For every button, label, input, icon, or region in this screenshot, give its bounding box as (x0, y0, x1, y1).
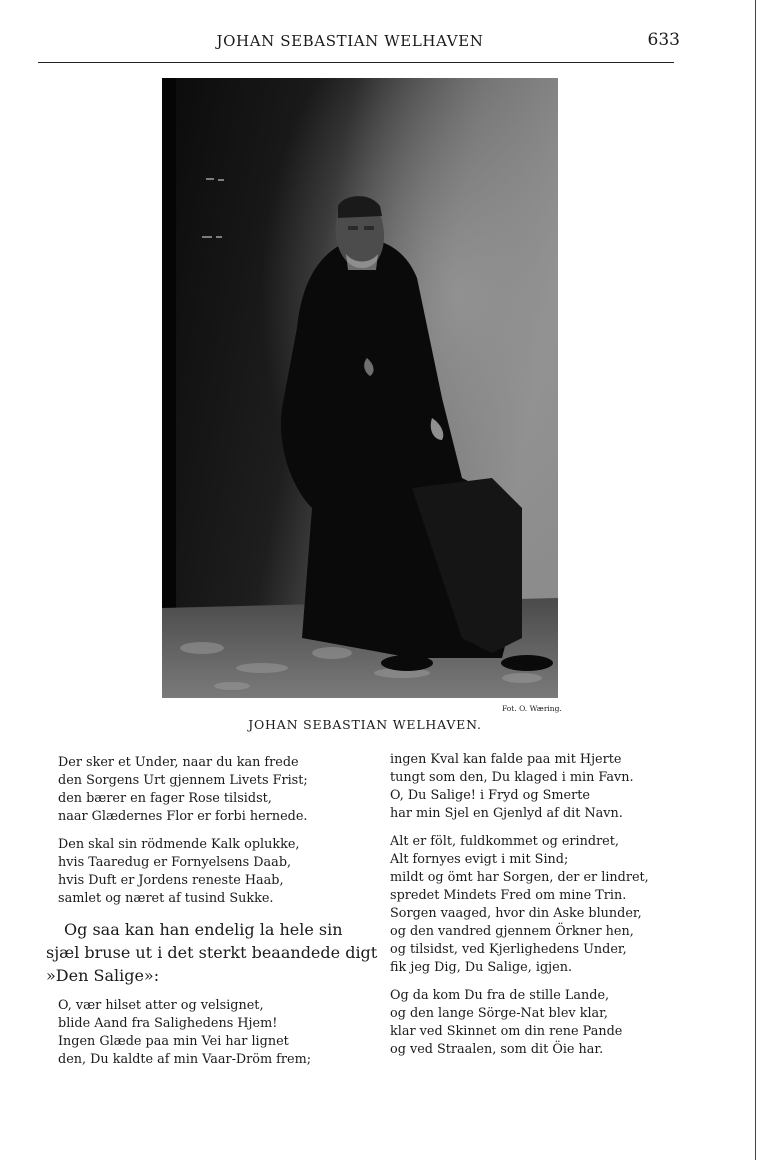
poem-line: den, Du kaldte af min Vaar-Dröm frem; (58, 1052, 312, 1067)
poem-stanza (390, 987, 710, 1059)
poem-line: den bærer en fager Rose tilsidst, (58, 791, 272, 806)
poem-line: mildt og ömt har Sorgen, der er lindret, (390, 870, 649, 885)
poem-line: hvis Taaredug er Fornyelsens Daab, (58, 855, 292, 870)
poem-line: Og da kom Du fra de stille Lande, (390, 988, 610, 1003)
prose-line: »Den Salige»: (46, 966, 160, 985)
poem-line: hvis Duft er Jordens reneste Haab, (58, 873, 284, 888)
poem-line: Den skal sin rödmende Kalk oplukke, (58, 837, 300, 852)
poem-line: og den vandred gjennem Örkner hen, (390, 924, 634, 939)
poem-line: blide Aand fra Salighedens Hjem! (58, 1016, 278, 1031)
right-column (390, 751, 710, 1069)
poem-line: og den lange Sörge-Nat blev klar, (390, 1006, 608, 1021)
poem-line: O, Du Salige! i Fryd og Smerte (390, 788, 590, 803)
prose-paragraph (46, 918, 378, 987)
poem-stanza (58, 836, 378, 908)
poem-line: den Sorgens Urt gjennem Livets Frist; (58, 773, 308, 788)
poem-line: spredet Mindets Fred om mine Trin. (390, 888, 627, 903)
poem-stanza (390, 833, 710, 977)
poem-line: fik jeg Dig, Du Salige, igjen. (390, 960, 573, 975)
running-header-title: JOHAN SEBASTIAN WELHAVEN (216, 32, 484, 50)
poem-line: klar ved Skinnet om din rene Pande (390, 1024, 623, 1039)
photo-credit: Fot. O. Wæring. (502, 704, 562, 713)
poem-line: og tilsidst, ved Kjerlighedens Under, (390, 942, 627, 957)
photo-caption: JOHAN SEBASTIAN WELHAVEN. (248, 717, 482, 732)
header-rule (38, 62, 674, 63)
left-column (46, 754, 378, 1079)
poem-line: naar Glædernes Flor er forbi hernede. (58, 809, 308, 824)
poem-line: tungt som den, Du klaged i min Favn. (390, 770, 634, 785)
poem-line: Alt er fölt, fuldkommet og erindret, (390, 834, 619, 849)
poem-line: samlet og næret af tusind Sukke. (58, 891, 274, 906)
portrait-photograph (162, 78, 558, 698)
poem-stanza (58, 754, 378, 826)
page-edge-line (755, 0, 756, 1160)
poem-line: Ingen Glæde paa min Vei har lignet (58, 1034, 289, 1049)
poem-line: O, vær hilset atter og velsignet, (58, 998, 264, 1013)
poem-line: har min Sjel en Gjenlyd af dit Navn. (390, 806, 623, 821)
poem-line: Der sker et Under, naar du kan frede (58, 755, 299, 770)
prose-line: Og saa kan han endelig la hele sin (64, 920, 343, 939)
poem-line: Sorgen vaaged, hvor din Aske blunder, (390, 906, 642, 921)
poem-line: ingen Kval kan falde paa mit Hjerte (390, 752, 622, 767)
page-number: 633 (647, 30, 680, 50)
prose-line: sjæl bruse ut i det sterkt beaandede digt (46, 943, 378, 962)
poem-stanza (58, 997, 378, 1069)
poem-line: og ved Straalen, som dit Öie har. (390, 1042, 604, 1057)
poem-stanza (390, 751, 710, 823)
poem-line: Alt fornyes evigt i mit Sind; (390, 852, 569, 867)
